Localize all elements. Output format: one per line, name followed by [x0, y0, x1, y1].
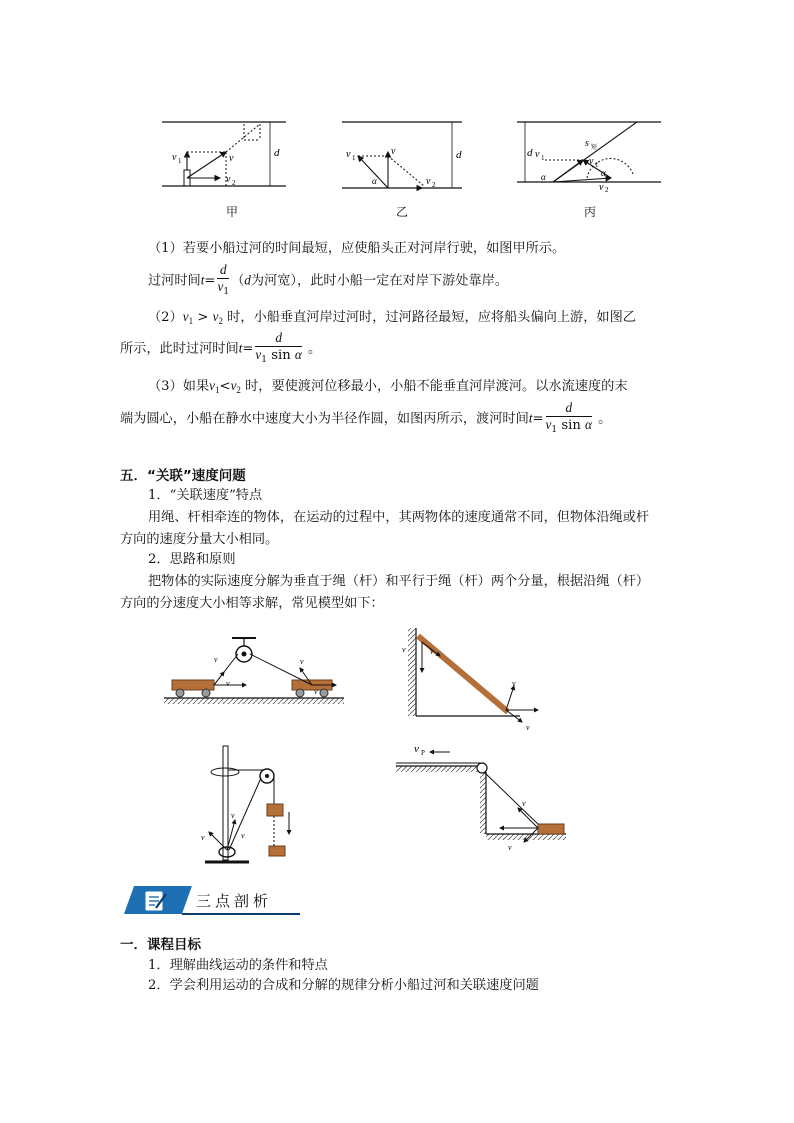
svg-text:v: v: [402, 645, 406, 654]
river-para-3b: 端为圆心，小船在静水中速度大小为半径作圆，如图丙所示，渡河时间t= $\frac{d}{v_1 \sin \alpha}$ 。: [120, 400, 612, 435]
svg-text:v: v: [414, 743, 419, 755]
section5-sub2: 2．思路和原则: [148, 552, 236, 567]
svg-text:1: 1: [352, 154, 356, 162]
svg-text:v: v: [535, 149, 540, 160]
river-para-1b: 过河时间t= $\frac{d}{v_1}$ （d为河宽），此时小船一定在对岸下游处靠岸。: [148, 262, 509, 297]
svg-text:v: v: [300, 657, 304, 666]
svg-text:v: v: [522, 799, 526, 808]
svg-text:v: v: [599, 182, 604, 192]
svg-text:1: 1: [595, 161, 599, 169]
goals-title: 一．课程目标: [120, 937, 201, 953]
svg-text:v: v: [314, 687, 318, 696]
river-para-1a: （1）若要小船过河的时间最短，应使船头正对河岸行驶，如图甲所示。: [148, 241, 566, 256]
svg-text:v: v: [201, 833, 205, 842]
svg-text:d: d: [274, 147, 280, 159]
figure-model-pole-pulley: [195, 742, 305, 870]
river-para-3a: （3）如果$v_1<v_2$ 时，要使渡河位移最小，小船不能垂直河岸渡河。以水流速度的末: [148, 378, 628, 395]
svg-text:v: v: [589, 156, 594, 167]
svg-text:v: v: [508, 843, 512, 852]
caption-yi: 乙: [396, 205, 409, 219]
svg-text:v: v: [226, 174, 231, 185]
river-para-2b: 所示，此时过河时间t= $\frac{d}{v_1 \sin \alpha}$ 。: [120, 330, 322, 365]
svg-text:v: v: [214, 655, 218, 664]
figure-river-yi: [340, 112, 470, 192]
svg-text:1: 1: [541, 154, 545, 162]
svg-text:短: 短: [591, 145, 598, 151]
svg-text:α: α: [541, 172, 546, 182]
banner-title: 三点剖析: [196, 892, 273, 910]
svg-text:v: v: [346, 149, 351, 160]
svg-text:P: P: [421, 749, 425, 757]
figure-model-rope-edge: [392, 736, 572, 854]
svg-text:v: v: [241, 831, 245, 840]
label-v1: v: [172, 152, 177, 163]
goal-item-1: 1．理解曲线运动的条件和特点: [148, 958, 328, 973]
figure-river-jia: [160, 112, 290, 192]
section5-text2a: 把物体的实际速度分解为垂直于绳（杆）和平行于绳（杆）两个分量，根据沿绳（杆）: [148, 574, 650, 589]
svg-text:d: d: [527, 147, 533, 159]
svg-text:v: v: [229, 153, 234, 164]
svg-text:2: 2: [232, 179, 236, 187]
svg-text:v: v: [391, 146, 396, 157]
goal-item-2: 2．学会利用运动的合成和分解的规律分析小船过河和关联速度问题: [148, 978, 539, 993]
section5-text1a: 用绳、杆相牵连的物体，在运动的过程中，其两物体的速度通常不同，但物体沿绳或杆: [148, 510, 650, 525]
svg-text:2: 2: [432, 181, 436, 189]
svg-text:v: v: [231, 811, 235, 820]
figure-model-pulley-carts: [160, 632, 350, 714]
svg-text:2: 2: [605, 186, 609, 192]
figure-river-bing: [515, 112, 665, 192]
figure-model-rod-wall: [400, 624, 550, 732]
section5-title: 五．“关联”速度问题: [120, 468, 246, 484]
svg-text:v: v: [512, 679, 516, 688]
svg-text:α: α: [601, 168, 606, 178]
svg-text:v: v: [426, 176, 431, 187]
svg-text:1: 1: [178, 157, 182, 165]
caption-bing: 丙: [584, 205, 597, 219]
svg-text:d: d: [456, 149, 462, 161]
river-para-2a: $(2)v_1 > v_2$ 时，小船垂直河岸过河时，过河路径最短，应将船头偏向上游，如图乙: [148, 309, 636, 326]
svg-text:v: v: [526, 723, 530, 732]
caption-jia: 甲: [226, 205, 239, 219]
section5-text2b: 方向的分速度大小相等求解，常见模型如下：: [120, 596, 384, 611]
svg-text:α: α: [372, 176, 377, 186]
section5-text1b: 方向的速度分量大小相同。: [120, 532, 279, 547]
svg-text:s: s: [585, 138, 589, 149]
section5-sub1: 1．“关联速度”特点: [148, 488, 263, 503]
svg-text:v: v: [226, 679, 230, 688]
svg-text:v: v: [430, 647, 434, 656]
